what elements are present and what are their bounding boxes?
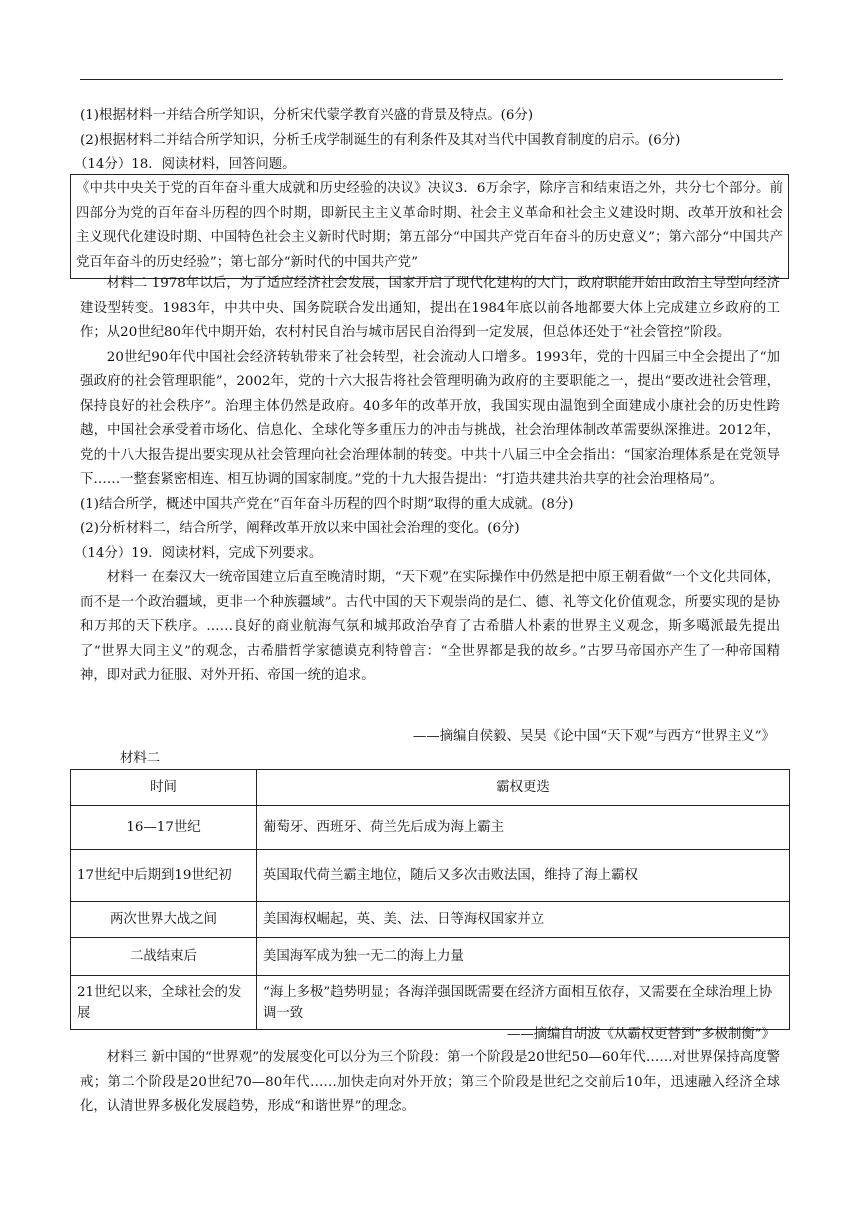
q17-subquestions	[74, 104, 780, 178]
table-row	[71, 902, 790, 938]
q19-material3: 材料三 新中国的“世界观”的发展变化可以分为三个阶段：第一个阶段是20世纪50—60年代……对世界保持高度警戒；第二个阶段是20世纪70—80年代……加快走向对外开放；第三个阶段是世纪之交前后10年，迅速融入经济全球化，认清世界多极化发展趋势，形成“和谐世界”的理念。	[80, 1050, 780, 1114]
q19-material2-label: 材料二	[120, 751, 161, 766]
table-cell-time: 16—17世纪	[71, 806, 257, 850]
q18-sub1: (1)结合所学，概述中国共产党在“百年奋斗历程的四个时期”取得的重大成就。(8分)	[80, 496, 574, 512]
q18-header: （14分）18．阅读材料，回答问题。	[74, 157, 296, 172]
q19-material3-block	[80, 1046, 780, 1120]
table-header-time: 时间	[71, 770, 257, 806]
q19-material1-source: ——摘编自侯毅、吴昊《论中国“天下观”与西方“世界主义”》	[412, 729, 775, 744]
table-cell-time: 两次世界大战之间	[71, 902, 257, 938]
table-row	[71, 850, 790, 902]
table-cell-time: 21世纪以来，全球社会的发展	[71, 976, 257, 1030]
table-header-hegemony: 霸权更迭	[257, 770, 790, 806]
q19-material1: 材料一 在秦汉大一统帝国建立后直至晚清时期，“天下观”在实际操作中仍然是把中原王朝看做“一个文化共同体，而不是一个政治疆域，更非一个种族疆域”。古代中国的天下观崇尚的是仁、德、礼等文化价值观念，所要实现的是协和万邦的天下秩序。……良好的商业航海气氛和城邦政治孕育了古希腊人朴素的世界主义观念，斯多噶派最先提出了“世界大同主义”的观念，古希腊哲学家德谟克利特曾言：“全世界都是我的故乡。”古罗马帝国亦产生了一种帝国精神，即对武力征服、对外开拓、帝国一统的追求。	[80, 570, 780, 683]
header-rule	[80, 79, 783, 80]
table-cell-desc: 美国海军成为独一无二的海上力量	[257, 938, 790, 976]
q17-sub1: (1)根据材料一并结合所学知识，分析宋代蒙学教育兴盛的背景及特点。(6分)	[80, 108, 534, 123]
table-cell-time: 二战结束后	[71, 938, 257, 976]
q18-material2	[74, 272, 780, 689]
table-cell-time: 17世纪中后期到19世纪初	[71, 850, 257, 902]
q18-sub2: (2)分析材料二，结合所学，阐释改革开放以来中国社会治理的变化。(6分)	[80, 521, 520, 536]
table-cell-desc: 葡萄牙、西班牙、荷兰先后成为海上霸主	[257, 806, 790, 850]
table-cell-desc: 美国海权崛起，英、美、法、日等海权国家并立	[257, 902, 790, 938]
q19-material2-source: ——摘编自胡波《从霸权更替到“多极制衡”》	[506, 1027, 775, 1042]
hegemony-table	[70, 769, 790, 1030]
q18-material2-para2: 20世纪90年代中国社会经济转轨带来了社会转型，社会流动人口增多。1993年，党的十四届三中全会提出了“加强政府的社会管理职能”，2002年，党的十六大报告将社会管理明确为政府的主要职能之一，提出“要改进社会管理，保持良好的社会秩序”。治理主体仍然是政府。40多年的改革开放，我国实现由温饱到全面建成小康社会的历史性跨越，中国社会承受着市场化、信息化、全球化等多重压力的冲击与挑战，社会治理体制改革需要纵深推进。2012年，党的十八大报告提出要实现从社会管理向社会治理体制的转变。中共十八届三中全会指出：“国家治理体系是在党领导下……一整套紧密相连、相互协调的国家制度。”党的十九大报告提出：“打造共建共治共享的社会治理格局”。	[80, 349, 780, 487]
table-cell-desc: 英国取代荷兰霸主地位，随后又多次击败法国，维持了海上霸权	[257, 850, 790, 902]
table-row	[71, 938, 790, 976]
q17-sub2: (2)根据材料二并结合所学知识，分析壬戌学制诞生的有利条件及其对当代中国教育制度的启示。(6分)	[80, 132, 681, 148]
table-cell-desc: “海上多极”趋势明显；各海洋强国既需要在经济方面相互依存，又需要在全球治理上协调一致	[257, 976, 790, 1030]
q18-material1-box	[70, 174, 789, 279]
table-row	[71, 806, 790, 850]
table-row	[71, 976, 790, 1030]
q18-material1-text: 《中共中央关于党的百年奋斗重大成就和历史经验的决议》决议3．6万余字，除序言和结束语之外，共分七个部分。前四部分为党的百年奋斗历程的四个时期，即新民主主义革命时期、社会主义革命和社会主义建设时期、改革开放和社会主义现代化建设时期、中国特色社会主义新时代时期；第五部分“中国共产党百年奋斗的历史意义”；第六部分“中国共产党百年奋斗的历史经验”；第七部分“新时代的中国共产党”	[76, 181, 783, 270]
q18-material2-para1: 材料二 1978年以后，为了适应经济社会发展，国家开启了现代化建构的大门，政府职能开始由政治主导型向经济建设型转变。1983年，中共中央、国务院联合发出通知，提出在1984年底以前各地都要大体上完成建立乡政府的工作；从20世纪80年代中期开始，农村村民自治与城市居民自治得到一定发展，但总体还处于“社会管控”阶段。	[80, 276, 780, 340]
q19-header: （14分）19．阅读材料，完成下列要求。	[74, 545, 323, 561]
table-header-row	[71, 770, 790, 806]
